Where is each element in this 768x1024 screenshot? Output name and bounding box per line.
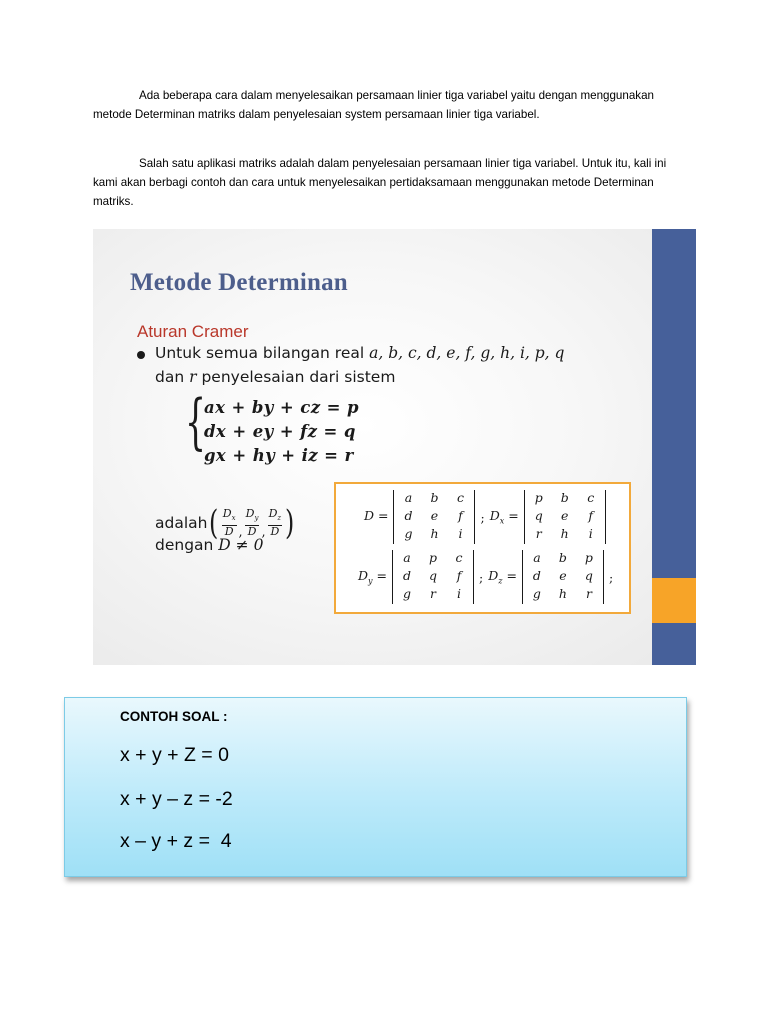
det-Dz-label: $D_z$ =: [488, 568, 517, 586]
fraction-y: [245, 508, 260, 537]
bullet-dot: [137, 351, 145, 359]
matrix-cell: e: [561, 508, 569, 523]
bullet-line2-prefix: dan: [155, 368, 190, 386]
contoh-soal-title: CONTOH SOAL :: [120, 709, 228, 724]
system-equation-1: ax + by + cz = p: [204, 398, 359, 417]
matrix-cell: g: [403, 586, 412, 601]
bullet-line2-suffix: penyelesaian dari sistem: [196, 368, 396, 386]
matrix-cell: e: [430, 508, 439, 523]
slide-subtitle: Aturan Cramer: [137, 322, 249, 341]
matrix-cell: c: [455, 550, 463, 565]
fraction-y-sub: y: [254, 514, 259, 523]
matrix-cell: a: [403, 550, 411, 565]
matrix-cell: b: [430, 490, 439, 505]
fraction-y-num: D: [245, 507, 255, 521]
matrix-cell: f: [458, 508, 463, 523]
comma: ,: [238, 525, 243, 540]
semicolon: ;: [608, 569, 614, 585]
semicolon: ;: [480, 509, 485, 525]
contoh-equation-3: x – y + z = 4: [120, 830, 232, 852]
contoh-equation-1: x + y + Z = 0: [120, 744, 229, 766]
matrix-cell: h: [558, 586, 567, 601]
matrix-cell: i: [458, 526, 463, 541]
fraction-x-sub: x: [231, 514, 236, 523]
matrix-cell: h: [430, 526, 439, 541]
dengan-label: dengan: [155, 536, 219, 554]
matrix-cell: f: [588, 508, 594, 523]
matrix-cell: p: [584, 550, 593, 565]
system-brace: {: [185, 387, 207, 457]
bullet-prefix: Untuk semua bilangan real: [155, 344, 370, 362]
matrix-cell: c: [456, 490, 464, 505]
slide-image: [93, 229, 696, 665]
matrix-cell: f: [456, 568, 462, 583]
fraction-x: [222, 508, 237, 537]
fraction-z: [268, 508, 283, 537]
matrix-cell: e: [559, 568, 567, 583]
bullet-line2-var: r: [189, 368, 197, 386]
det-Dx-label: $D_x$ =: [489, 508, 519, 526]
condition-line: [155, 536, 263, 554]
dengan-expr: D ≠ 0: [218, 536, 264, 554]
contoh-equation-2: x + y – z = -2: [120, 788, 233, 810]
matrix-cell: q: [534, 508, 543, 523]
semicolon: ;: [479, 569, 484, 585]
det-D-label: D =: [364, 508, 389, 524]
matrix-cell: h: [560, 526, 569, 541]
matrix-cell: a: [404, 490, 413, 505]
system-equation-2: dx + ey + fz = q: [204, 422, 356, 441]
det-Dx-matrix: [524, 490, 606, 544]
left-paren: (: [209, 503, 219, 543]
bullet-text: [155, 341, 635, 389]
matrix-cell: b: [558, 550, 567, 565]
right-paren: ): [285, 503, 295, 543]
det-Dy-matrix: [392, 550, 474, 604]
det-Dy-label: $D_y$ =: [358, 568, 388, 586]
contoh-soal-box: [64, 697, 687, 877]
matrix-cell: c: [587, 490, 595, 505]
determinant-row-1: [364, 490, 606, 544]
matrix-cell: p: [429, 550, 438, 565]
matrix-cell: d: [532, 568, 541, 583]
matrix-cell: q: [429, 568, 438, 583]
determinant-box: [334, 482, 631, 614]
comma: ,: [261, 525, 266, 540]
solution-expression: [155, 503, 296, 543]
fraction-z-den: D: [270, 524, 280, 538]
fraction-y-den: D: [247, 524, 257, 538]
intro-paragraph-2-text: Salah satu aplikasi matriks adalah dalam penyelesaian persamaan linier tiga variabel. Untuk itu, kali ini kami akan berbagi contoh dan cara untuk menyelesaikan pertidaksamaan menggunakan metode Determinan matriks.: [93, 157, 667, 208]
matrix-cell: g: [532, 586, 541, 601]
system-equation-3: gx + hy + iz = r: [204, 446, 354, 465]
slide-title: Metode Determinan: [130, 269, 348, 296]
fraction-z-num: D: [268, 507, 278, 521]
adalah-label: adalah: [155, 514, 208, 532]
matrix-cell: r: [535, 526, 542, 541]
matrix-cell: b: [560, 490, 569, 505]
det-D-matrix: [393, 490, 475, 544]
matrix-cell: d: [404, 508, 413, 523]
slide-side-accent: [652, 578, 696, 623]
matrix-cell: a: [533, 550, 541, 565]
intro-paragraph-1-text: Ada beberapa cara dalam menyelesaikan persamaan linier tiga variabel yaitu dengan menggunakan metode Determinan matriks dalam penyelesaian system persamaan linier tiga variabel.: [93, 89, 654, 121]
bullet-vars: a, b, c, d, e, f, g, h, i, p, q: [369, 344, 565, 362]
matrix-cell: d: [403, 568, 412, 583]
matrix-cell: p: [534, 490, 543, 505]
det-Dz-matrix: [522, 550, 604, 604]
matrix-cell: r: [430, 586, 436, 601]
fraction-x-den: D: [224, 524, 234, 538]
fraction-x-num: D: [222, 507, 232, 521]
matrix-cell: q: [584, 568, 593, 583]
intro-paragraph-1: [93, 87, 671, 125]
matrix-cell: i: [588, 526, 593, 541]
matrix-cell: g: [404, 526, 413, 541]
matrix-cell: i: [457, 586, 462, 601]
matrix-cell: r: [585, 586, 592, 601]
determinant-row-2: [358, 550, 618, 604]
intro-paragraph-2: [93, 155, 671, 211]
fraction-z-sub: z: [277, 514, 282, 523]
